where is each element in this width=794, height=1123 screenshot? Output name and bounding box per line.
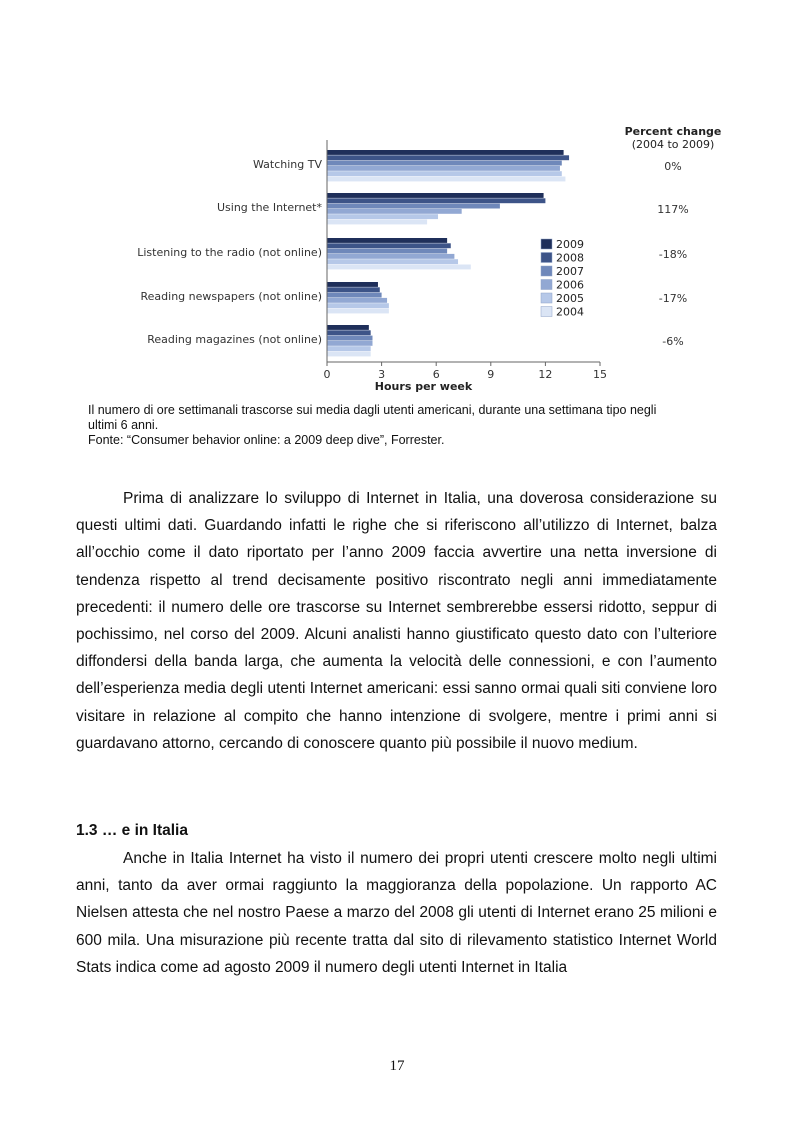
- bar-2009: [327, 238, 447, 243]
- legend-swatch-2006: [541, 280, 552, 290]
- bar-2007: [327, 204, 500, 209]
- bar-2004: [327, 177, 565, 182]
- bar-2005: [327, 346, 371, 351]
- media-hours-chart: [0, 0, 794, 400]
- x-tick-label: 0: [323, 368, 331, 381]
- legend-label: 2009: [556, 238, 584, 251]
- bar-2008: [327, 287, 380, 292]
- category-label: Reading newspapers (not online): [140, 290, 322, 303]
- caption-line-1: Il numero di ore settimanali trascorse sui media dagli utenti americani, durante una settimana tipo negli: [88, 403, 657, 417]
- page-number: 17: [389, 1058, 405, 1074]
- legend-label: 2008: [556, 251, 584, 265]
- bar-2005: [327, 171, 562, 176]
- bar-2006: [327, 298, 387, 303]
- x-tick-label: 6: [432, 368, 440, 381]
- bar-2009: [327, 193, 544, 198]
- caption-source: Fonte: “Consumer behavior online: a 2009 deep dive”, Forrester.: [88, 433, 445, 447]
- bar-2009: [327, 150, 564, 155]
- category-label: Using the Internet*: [216, 201, 322, 214]
- bar-2008: [327, 155, 569, 160]
- x-tick-label: 12: [538, 368, 553, 381]
- figure-caption: [88, 403, 718, 448]
- x-tick-label: 3: [378, 368, 386, 381]
- percent-change-value: 117%: [657, 203, 689, 216]
- percent-change-value: -6%: [662, 335, 684, 348]
- bar-2004: [327, 352, 371, 357]
- category-label: Listening to the radio (not online): [137, 246, 322, 259]
- x-tick-label: 15: [593, 368, 607, 381]
- category-label: Reading magazines (not online): [147, 333, 322, 346]
- bar-2005: [327, 259, 458, 264]
- bar-2006: [327, 254, 454, 259]
- percent-change-value: -17%: [658, 292, 688, 305]
- x-axis-title: Hours per week: [374, 380, 473, 393]
- bar-2006: [327, 209, 462, 214]
- bar-2007: [327, 249, 447, 254]
- bar-2005: [327, 214, 438, 219]
- body-paragraph-2: Anche in Italia Internet ha visto il numero dei propri utenti crescere molto negli ultimi anni, tanto da aver ormai raggiunto la maggioranza della popolazione. Un rapporto AC Nielsen attesta che nel nostro Paese a marzo del 2008 gli utenti di Internet erano 25 milioni e 600 mila. Una misurazione più recente tratta dal sito di rilevamento statistico Internet World Stats indica come ad agosto 2009 il numero degli utenti Internet in Italia: [76, 850, 717, 976]
- legend-label: 2007: [556, 265, 584, 278]
- chart-svg: [0, 0, 794, 400]
- bar-2008: [327, 198, 545, 203]
- bar-2009: [327, 282, 378, 287]
- bar-2006: [327, 341, 373, 346]
- section-heading: 1.3 … e in Italia: [76, 822, 188, 839]
- bar-2004: [327, 309, 389, 314]
- legend-swatch-2004: [541, 307, 552, 317]
- percent-change-value: 0%: [664, 160, 682, 173]
- percent-change-subheader: (2004 to 2009): [631, 138, 715, 151]
- legend-swatch-2005: [541, 293, 552, 303]
- x-tick-label: 9: [487, 368, 495, 381]
- bar-2007: [327, 336, 373, 341]
- body-paragraph-1: Prima di analizzare lo sviluppo di Internet in Italia, una doverosa considerazione su questi ultimi dati. Guardando infatti le righe che si riferiscono all’utilizzo di Internet, balza all’occhio come il dato riportato per l’anno 2009 faccia avvertire una netta inversione di tendenza rispetto al trend decisamente positivo riscontrato negli anni immediatamente precedenti: il numero delle ore trascorse su Internet sembrerebbe essersi ridotto, seppur di pochissimo, nel corso del 2009. Alcuni analisti hanno giustificato questo dato con l’ulteriore diffondersi della banda larga, che aumenta la velocità delle connessioni, e con l’aumento dell’esperienza media degli utenti Internet americani: essi sanno ormai quali siti conviene loro visitare in relazione al compito che hanno intenzione di svolgere, mentre i primi anni si guardavano attorno, cercando di conoscere quanto più possibile il nuovo medium.: [76, 490, 717, 752]
- bar-2005: [327, 303, 389, 308]
- legend-swatch-2009: [541, 239, 552, 249]
- percent-change-value: -18%: [658, 248, 688, 261]
- category-label: Watching TV: [253, 158, 322, 171]
- bar-2006: [327, 166, 560, 171]
- caption-line-2: ultimi 6 anni.: [88, 418, 159, 432]
- bar-2008: [327, 243, 451, 248]
- bar-2007: [327, 293, 382, 298]
- legend-label: 2005: [556, 292, 584, 305]
- legend-swatch-2008: [541, 253, 552, 263]
- bar-2009: [327, 325, 369, 330]
- legend-swatch-2007: [541, 266, 552, 276]
- legend-label: 2004: [556, 305, 584, 319]
- bar-2008: [327, 330, 371, 335]
- percent-change-header: Percent change: [624, 125, 722, 138]
- bar-2004: [327, 220, 427, 225]
- bar-2007: [327, 161, 562, 166]
- bar-2004: [327, 265, 471, 270]
- legend-label: 2006: [556, 278, 584, 292]
